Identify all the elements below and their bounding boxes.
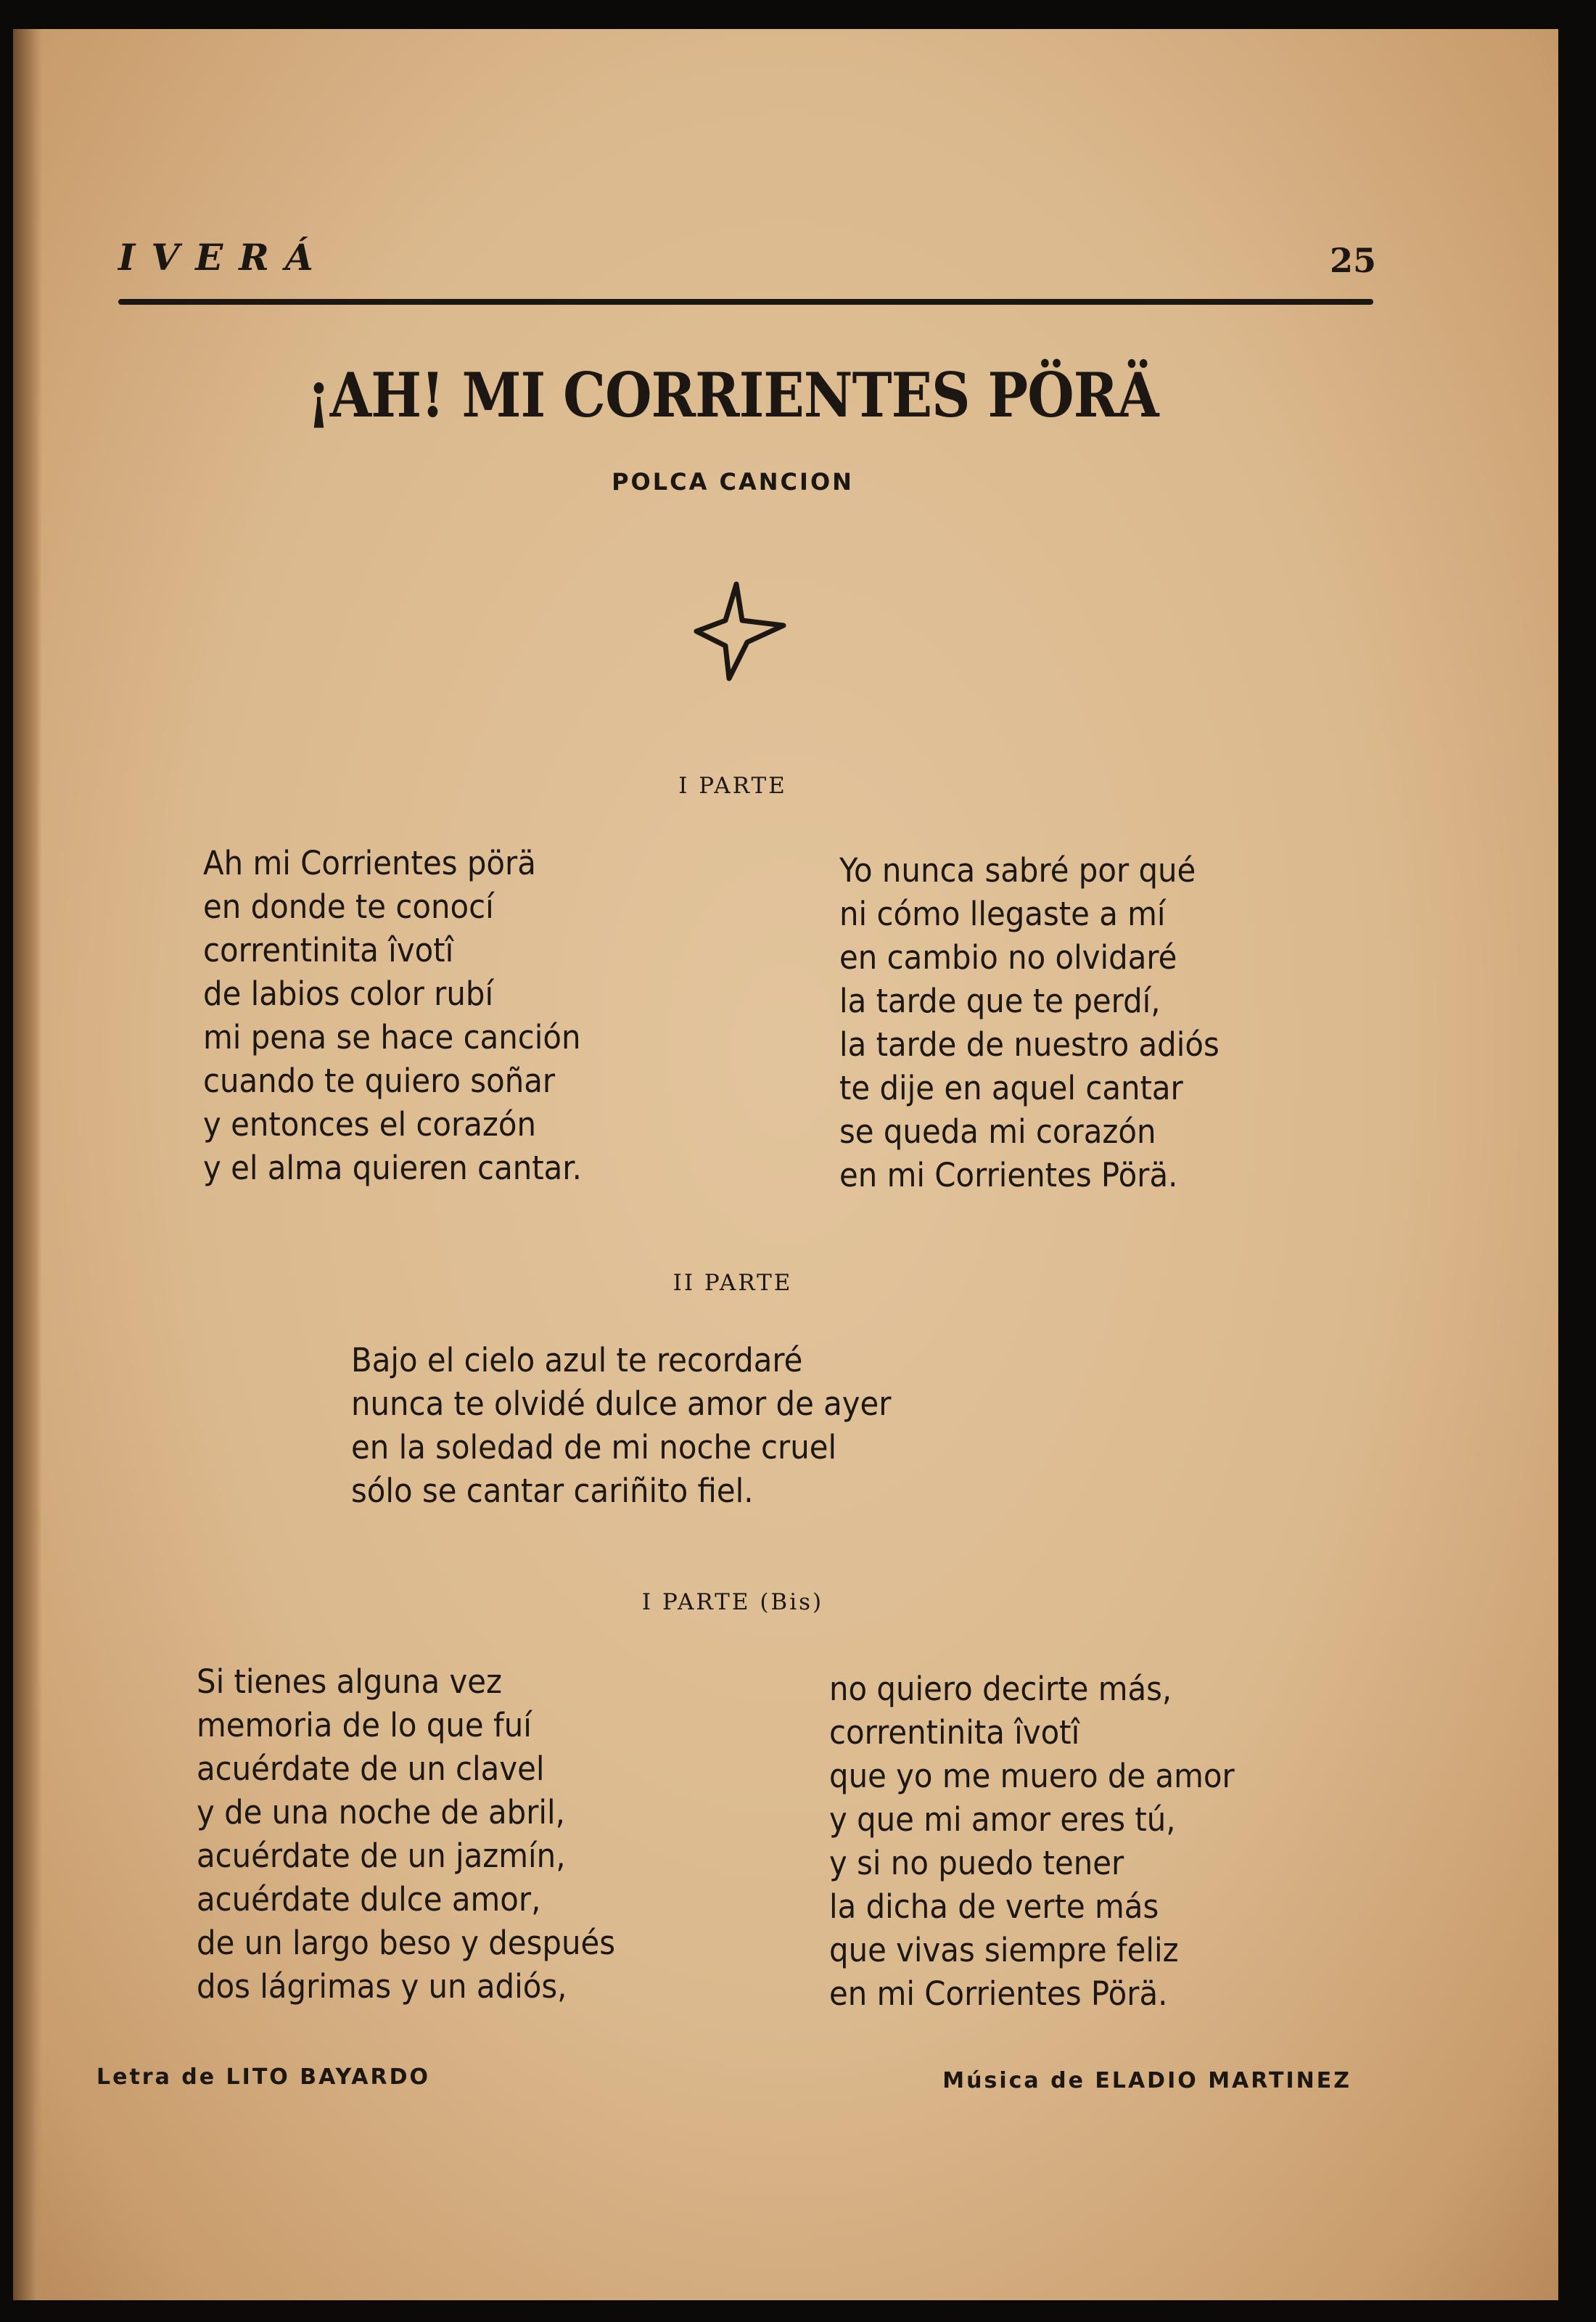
verse-line: te dije en aquel cantar [839, 1069, 1183, 1107]
part-heading: I PARTE (Bis) [641, 1589, 824, 1615]
part-heading: I PARTE [678, 773, 787, 799]
verse-line: Yo nunca sabré por qué [839, 851, 1196, 890]
verse-line: nunca te olvidé dulce amor de ayer [351, 1384, 892, 1423]
verse-line: dos lágrimas y un adiós, [197, 1967, 567, 2006]
verse-line: acuérdate de un jazmín, [197, 1837, 566, 1875]
verse-line: ni cómo llegaste a mí [839, 895, 1166, 933]
verse-line: en cambio no olvidaré [839, 938, 1177, 977]
verse-right [829, 1667, 1235, 2016]
verse-line: que vivas siempre feliz [829, 1931, 1179, 1969]
verse-line: sólo se cantar cariñito fiel. [351, 1472, 754, 1510]
verse-line: de labios color rubí [203, 975, 494, 1013]
part-heading: II PARTE [672, 1270, 793, 1296]
verse-line: y el alma quieren cantar. [203, 1149, 582, 1187]
verse-center [351, 1339, 892, 1513]
verse-right [839, 849, 1219, 1197]
verse-line: en mi Corrientes Pörä. [829, 1974, 1168, 2013]
verse-line: que yo me muero de amor [829, 1757, 1235, 1795]
verse-line: no quiero decirte más, [829, 1670, 1172, 1708]
page-spine-shadow [13, 29, 42, 2300]
verse-line: y si no puedo tener [829, 1844, 1124, 1882]
verse-line: y de una noche de abril, [197, 1793, 565, 1831]
verse-line: acuérdate de un clavel [197, 1749, 545, 1788]
page-number: 25 [1330, 241, 1377, 280]
verse-line: de un largo beso y después [197, 1924, 616, 1962]
verse-line: la tarde de nuestro adiós [839, 1025, 1219, 1064]
verse-line: memoria de lo que fuí [197, 1706, 532, 1744]
song-title: ¡AH! MI CORRIENTES PÖRÄ [307, 359, 1159, 431]
lyrics-credit: Letra de LITO BAYARDO [96, 2064, 431, 2090]
verse-line: Bajo el cielo azul te recordaré [351, 1341, 803, 1379]
song-subtitle: POLCA CANCION [612, 468, 854, 496]
verse-line: correntinita îvotî [203, 931, 454, 969]
verse-line: y entonces el corazón [203, 1105, 536, 1144]
verse-line: en mi Corrientes Pörä. [839, 1156, 1178, 1194]
verse-line: y que mi amor eres tú, [829, 1800, 1176, 1839]
magazine-page [13, 29, 1558, 2300]
verse-left [197, 1660, 615, 2009]
verse-line: acuérdate dulce amor, [197, 1880, 541, 1919]
verse-line: Ah mi Corrientes pörä [203, 844, 536, 882]
verse-line: en la soledad de mi noche cruel [351, 1428, 837, 1466]
verse-line: cuando te quiero soñar [203, 1062, 556, 1100]
verse-line: mi pena se hace canción [203, 1018, 581, 1057]
verse-line: Si tienes alguna vez [197, 1662, 502, 1701]
verse-line: correntinita îvotî [829, 1713, 1080, 1752]
verse-line: la dicha de verte más [829, 1887, 1159, 1926]
header-rule [118, 299, 1373, 305]
verse-left [203, 842, 582, 1190]
verse-line: se queda mi corazón [839, 1112, 1156, 1151]
verse-line: en donde te conocí [203, 887, 494, 926]
star-icon [693, 580, 787, 682]
verse-line: la tarde que te perdí, [839, 982, 1161, 1020]
music-credit: Música de ELADIO MARTINEZ [942, 2068, 1352, 2093]
running-title: IVERÁ [118, 236, 329, 279]
